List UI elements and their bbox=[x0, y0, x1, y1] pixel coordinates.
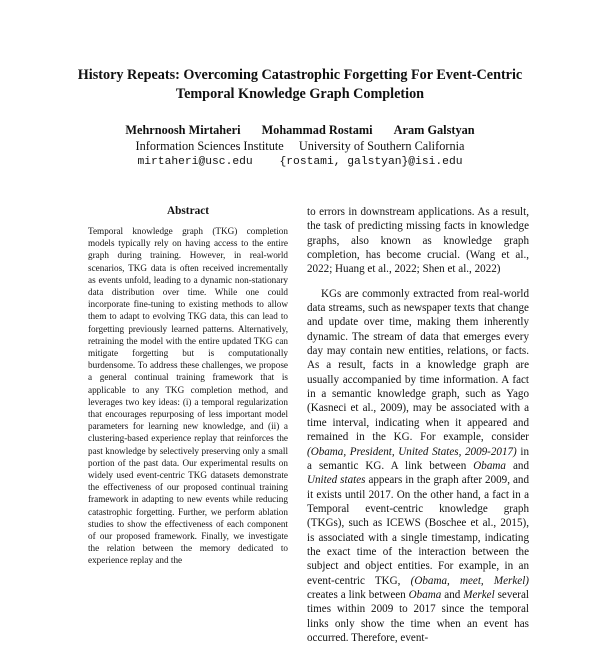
italic-run: (Obama, President, United States, 2009-2017) bbox=[307, 445, 517, 458]
author-block bbox=[40, 122, 560, 170]
italic-run: Merkel bbox=[463, 588, 495, 601]
italic-run: (Obama, meet, Merkel) bbox=[410, 574, 529, 587]
title-line-1: History Repeats: Overcoming Catastrophic Forgetting For Event-Centric bbox=[77, 67, 523, 83]
italic-run: United states bbox=[307, 474, 366, 487]
author-names bbox=[40, 122, 560, 138]
email: {rostami, galstyan}@isi.edu bbox=[279, 156, 463, 168]
body-paragraph-2 bbox=[307, 287, 529, 645]
paper-title bbox=[40, 66, 560, 104]
affiliation: Information Sciences Institute bbox=[135, 139, 284, 153]
author-emails bbox=[40, 154, 560, 170]
italic-run: Obama bbox=[473, 459, 506, 472]
italic-run: Obama bbox=[408, 588, 442, 601]
text-run: appears in the graph after 2009, and it exists until 2017. On the other hand, a fact in a Temporal event-centric knowledge graph (TKGs), such as ICEWS (Boschee et al., 2015), is associated with a single timestamp, indicating the exact time of the interaction between the subject and object entities. For example, in an event-centric TKG, bbox=[307, 474, 529, 587]
author-name: Mehrnoosh Mirtaheri bbox=[125, 123, 241, 137]
author-affiliations bbox=[40, 138, 560, 154]
right-column bbox=[307, 205, 529, 645]
text-run: and bbox=[505, 459, 529, 472]
author-name: Mohammad Rostami bbox=[261, 123, 373, 137]
abstract-text: Temporal knowledge graph (TKG) completion models typically rely on having access to the entire graph during training. However, in real-world scenarios, TKG data is often received incrementally as events unfold, leading to a dynamic non-stationary data distribution over time. While one could incorporate fine-tuning to existing methods to allow them to adapt to evolving TKG data, this can lead to forgetting previously learned patterns. Alternatively, retraining the model with the entire updated TKG can mitigate forgetting but is computationally burdensome. To address these challenges, we propose a general continual training framework that is applicable to any TKG completion method, and leverages two key ideas: (i) a temporal regularization that encourages repurposing of less important model parameters for learning new knowledge, and (ii) a clustering-based experience replay that reinforces the past knowledge by selectively preserving only a small portion of the past data. Our experimental results on widely used event-centric TKG datasets demonstrate the effectiveness of our proposed continual training framework in adapting to new events while reducing catastrophic forgetting. Further, we perform ablation studies to show the effectiveness of each component of our proposed framework. Finally, we investigate the relation between the memory dedicated to experience replay and the bbox=[88, 226, 288, 566]
text-run: and bbox=[441, 588, 464, 601]
text-run: creates a link between bbox=[307, 588, 409, 601]
author-name: Aram Galstyan bbox=[393, 123, 475, 137]
text-run: KGs are commonly extracted from real-world data streams, such as newspaper texts that change and update over time, making them inherently dynamic. The stream of data that emerges every day may contain new entities, relations, or facts. As a result, facts in a knowledge graph are usually accompanied by time information. A fact in a semantic knowledge graph, such as Yago (Kasneci et al., 2009), may be associated with a time interval, indicating when it appeared and remained in the KG. For example, consider bbox=[307, 287, 529, 444]
text-run: in a semantic KG. A link between bbox=[307, 445, 529, 472]
title-line-2: Temporal Knowledge Graph Completion bbox=[175, 86, 425, 102]
body-paragraph-1: to errors in downstream applications. As a result, the task of predicting missing facts in knowledge graphs, also known as knowledge graph completion, has become crucial. (Wang et al., 2022; Huang et al., 2022; Shen et al., 2022) bbox=[307, 206, 529, 276]
affiliation: University of Southern California bbox=[298, 139, 465, 153]
abstract-heading: Abstract bbox=[166, 205, 210, 217]
left-column bbox=[88, 205, 288, 567]
text-run: several times within 2009 to 2017 since the temporal links only show the time when an event has occurred. Therefore, event- bbox=[307, 588, 530, 644]
email: mirtaheri@usc.edu bbox=[137, 156, 253, 168]
